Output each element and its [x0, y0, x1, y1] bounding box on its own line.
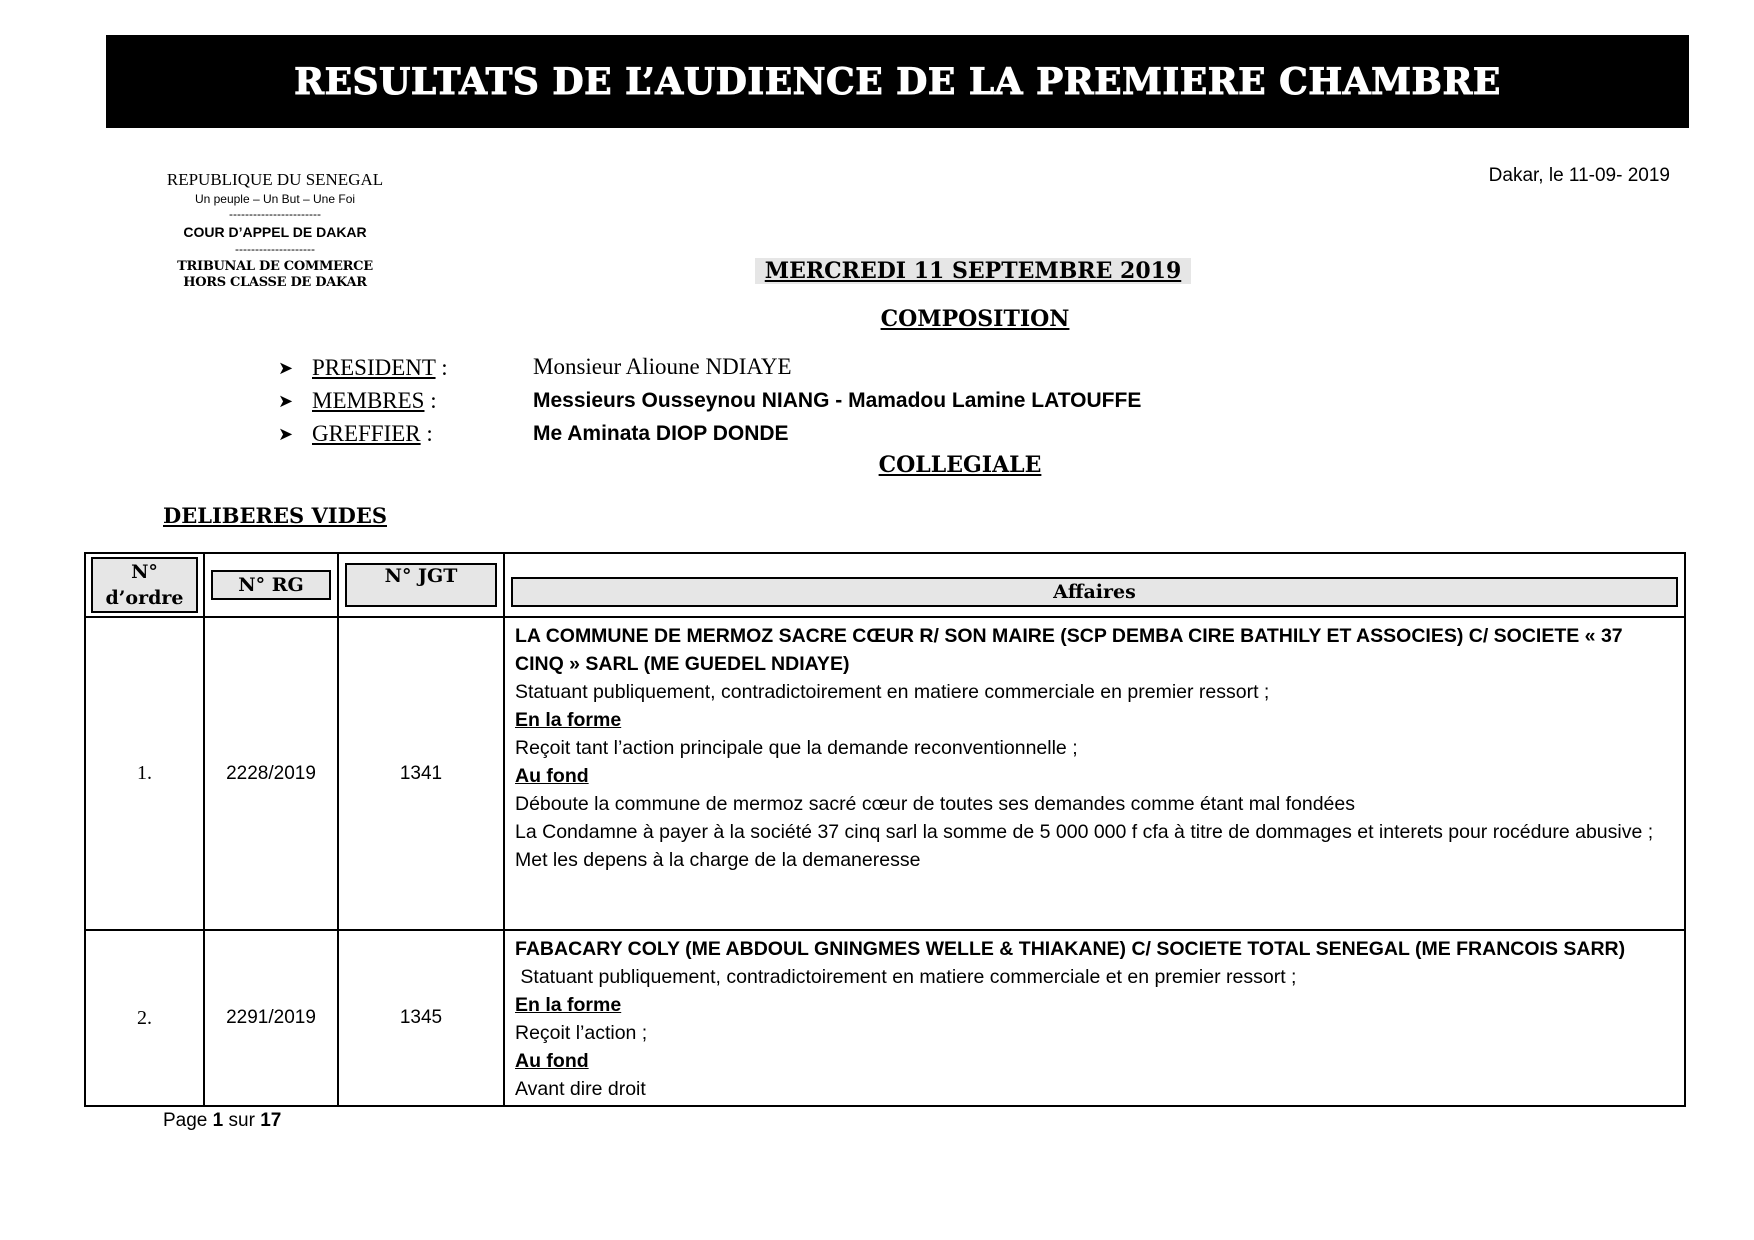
composition-row-president [278, 353, 532, 383]
fond-line: Déboute la commune de mermoz sacré cœur de toutes ses demandes comme étant mal fondées [515, 793, 1355, 815]
case-title: LA COMMUNE DE MERMOZ SACRE CŒUR R/ SON MAIRE (SCP DEMBA CIRE BATHILY ET ASSOCIES) C/ SOCIETE « 37 CINQ » SARL (ME GUEDEL NDIAYE) [515, 625, 1623, 675]
national-motto: Un peuple – Un But – Une Foi [194, 192, 356, 206]
row-rg: 2228/2019 [204, 617, 338, 930]
composition-row-membres [278, 386, 532, 416]
republic-label: REPUBLIQUE DU SENEGAL [166, 170, 384, 189]
greffier-name: Me Aminata DIOP DONDE [533, 422, 789, 445]
header-jgt-label: N° JGT [345, 563, 497, 607]
header-ordre-line1: N° [131, 561, 158, 583]
table-row [85, 930, 1685, 1106]
members-names: Messieurs Ousseynou NIANG - Mamadou Lamine LATOUFFE [533, 389, 1142, 412]
session-day: MERCREDI 11 SEPTEMBRE 2019 [755, 258, 1191, 284]
role-separator: : [435, 355, 448, 380]
row-ordre: 2. [85, 930, 204, 1106]
header-jgt [338, 553, 504, 617]
court-name: COUR D’APPEL DE DAKAR [183, 224, 367, 240]
table-header-row [85, 553, 1685, 617]
ruling-intro: Statuant publiquement, contradictoirement en matiere commerciale et en premier ressort ; [515, 966, 1297, 988]
forme-text: Reçoit l’action ; [515, 1022, 648, 1044]
row-affaire [504, 930, 1685, 1106]
section-title: DELIBERES VIDES [163, 503, 387, 528]
role-separator: : [424, 388, 437, 413]
header-separator: ----------------------- [229, 207, 321, 221]
header-ordre [85, 553, 204, 617]
row-jgt: 1341 [338, 617, 504, 930]
role-label: PRESIDENT [312, 355, 436, 380]
president-name: Monsieur Alioune NDIAYE [533, 354, 792, 379]
header-separator: -------------------- [235, 242, 315, 256]
institution-header [150, 170, 400, 293]
fond-label: Au fond [515, 1050, 589, 1072]
page-total: 17 [260, 1110, 282, 1131]
arrow-bullet-icon: ➤ [278, 423, 294, 444]
role-label: GREFFIER [312, 421, 421, 446]
row-ordre: 1. [85, 617, 204, 930]
row-affaire [504, 617, 1685, 930]
header-affaires [504, 553, 1685, 617]
fond-label: Au fond [515, 765, 589, 787]
table-row [85, 617, 1685, 930]
deliberations-table [84, 552, 1686, 1107]
header-rg [204, 553, 338, 617]
title-banner [106, 35, 1689, 128]
page-prefix: Page [163, 1110, 213, 1131]
fond-line: Avant dire droit [515, 1078, 646, 1100]
arrow-bullet-icon: ➤ [278, 357, 294, 378]
arrow-bullet-icon: ➤ [278, 390, 294, 411]
ruling-intro: Statuant publiquement, contradictoirement en matiere commerciale en premier ressort ; [515, 681, 1270, 703]
row-rg: 2291/2019 [204, 930, 338, 1106]
collegiale-heading: COLLEGIALE [878, 452, 1042, 478]
case-title: FABACARY COLY (ME ABDOUL GNINGMES WELLE & THIAKANE) C/ SOCIETE TOTAL SENEGAL (ME FRANCOIS SARR) [515, 938, 1626, 960]
page-number [163, 1110, 281, 1132]
row-jgt: 1345 [338, 930, 504, 1106]
header-rg-label: N° RG [211, 570, 331, 600]
document-date: Dakar, le 11-09- 2019 [1488, 165, 1670, 186]
tribunal-name-line1: TRIBUNAL DE COMMERCE [177, 259, 373, 274]
role-separator: : [420, 421, 433, 446]
page-middle: sur [223, 1110, 261, 1131]
forme-text: Reçoit tant l’action principale que la demande reconventionnelle ; [515, 737, 1078, 759]
forme-label: En la forme [515, 994, 622, 1016]
fond-line: Met les depens à la charge de la demaneresse [515, 849, 921, 871]
role-label: MEMBRES [312, 388, 425, 413]
header-ordre-line2: d’ordre [105, 587, 184, 609]
fond-line: La Condamne à payer à la société 37 cinq sarl la somme de 5 000 000 f cfa à titre de dommages et interets pour rocédure abusive ; [515, 821, 1654, 843]
forme-label: En la forme [515, 709, 622, 731]
page-current: 1 [212, 1110, 224, 1131]
header-affaires-label: Affaires [511, 577, 1678, 607]
composition-row-greffier [278, 419, 532, 449]
tribunal-name-line2: HORS CLASSE DE DAKAR [183, 275, 367, 290]
page-title: RESULTATS DE L’AUDIENCE DE LA PREMIERE CHAMBRE [294, 60, 1501, 103]
composition-heading: COMPOSITION [880, 306, 1070, 332]
